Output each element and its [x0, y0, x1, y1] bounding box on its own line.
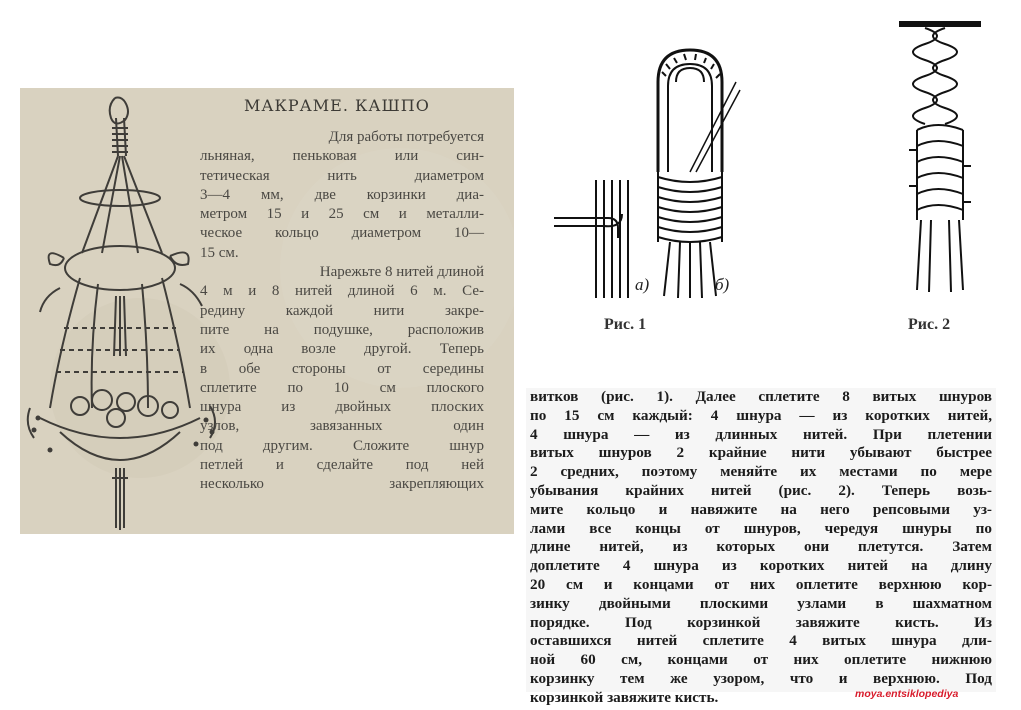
continuation-line: корзинкой завяжите кисть. [530, 688, 719, 706]
continuation-line: убывания крайних нитей (рис. 2). Теперь возь- [530, 481, 992, 499]
intro-line: петлей и сделайте под ней [200, 457, 484, 474]
continuation-text [530, 388, 992, 708]
continuation-line: 20 см и концами от них оплетите верхнюю кор- [530, 575, 992, 593]
intro-line: пите на подушке, расположив [200, 321, 484, 338]
intro-line: 15 см. [200, 244, 239, 261]
intro-line: несколько закрепляющих [200, 476, 484, 493]
source-credit: moya.entsiklopediya [855, 688, 959, 700]
intro-line: Для работы потребуется [328, 129, 484, 145]
continuation-line: витых шнуров 2 крайние нити убывают быстрее [530, 444, 992, 462]
intro-line: метром 15 и 25 см и металли- [200, 206, 484, 223]
intro-line: тетическая нить диаметром [200, 167, 484, 184]
figure-1-caption: Рис. 1 [604, 316, 647, 333]
continuation-line: ной 60 см, концами от них оплетите нижнюю [530, 651, 992, 669]
continuation-line: длине нитей, из которых они плетутся. Затем [530, 538, 992, 556]
continuation-line: мите кольцо и навяжите на него репсовыми уз- [530, 500, 992, 518]
figure-1-label-a: а) [635, 275, 650, 294]
intro-line: Нарежьте 8 нитей длиной [319, 264, 484, 281]
intro-line: в обе стороны от середины [200, 360, 484, 377]
continuation-line: корзинку тем же узором, что и верхнюю. Под [530, 669, 992, 687]
figure-1-label-b: б) [715, 275, 730, 294]
continuation-line: витков (рис. 1). Далее сплетите 8 витых шнуров [530, 388, 992, 405]
continuation-line: 2 средних, поэтому меняйте их местами по мере [530, 463, 992, 481]
figure-2-caption: Рис. 2 [908, 316, 951, 333]
twisted-cord-drawing-icon [895, 10, 985, 300]
intro-line: 3—4 мм, две корзинки диа- [200, 186, 484, 203]
intro-line: шнура из двойных плоских [200, 399, 484, 416]
continuation-line: по 15 см каждый: 4 шнура — из коротких нитей, [530, 406, 992, 424]
loop-knot-drawing-icon [540, 42, 750, 312]
intro-line: сплетите по 10 см плоского [200, 379, 484, 396]
intro-line: узлов, завязанных один [200, 418, 484, 435]
intro-line: редину каждой нити закре- [200, 302, 484, 319]
intro-line: льняная, пеньковая или син- [200, 148, 484, 165]
intro-line: под другим. Сложите шнур [200, 437, 484, 454]
continuation-line: 4 шнура — из длинных нитей. При плетении [530, 425, 992, 443]
continuation-line: зинку двойными плоскими узлами в шахматном [530, 594, 992, 612]
intro-line: ческое кольцо диаметром 10— [200, 225, 484, 242]
intro-text [200, 128, 484, 495]
continuation-line: доплетите 4 шнура из коротких нитей на длину [530, 557, 992, 575]
intro-line: 4 м и 8 нитей длиной 6 м. Се- [200, 283, 484, 300]
article-title: МАКРАМЕ. КАШПО [244, 96, 430, 115]
continuation-line: лами все концы от шнуров, чередуя шнуры по [530, 519, 992, 537]
continuation-line: оставшихся нитей сплетите 4 витых шнура дли- [530, 632, 992, 650]
continuation-line: порядке. Под корзинкой завяжите кисть. Из [530, 613, 992, 631]
intro-line: их одна возле другой. Теперь [200, 341, 484, 358]
